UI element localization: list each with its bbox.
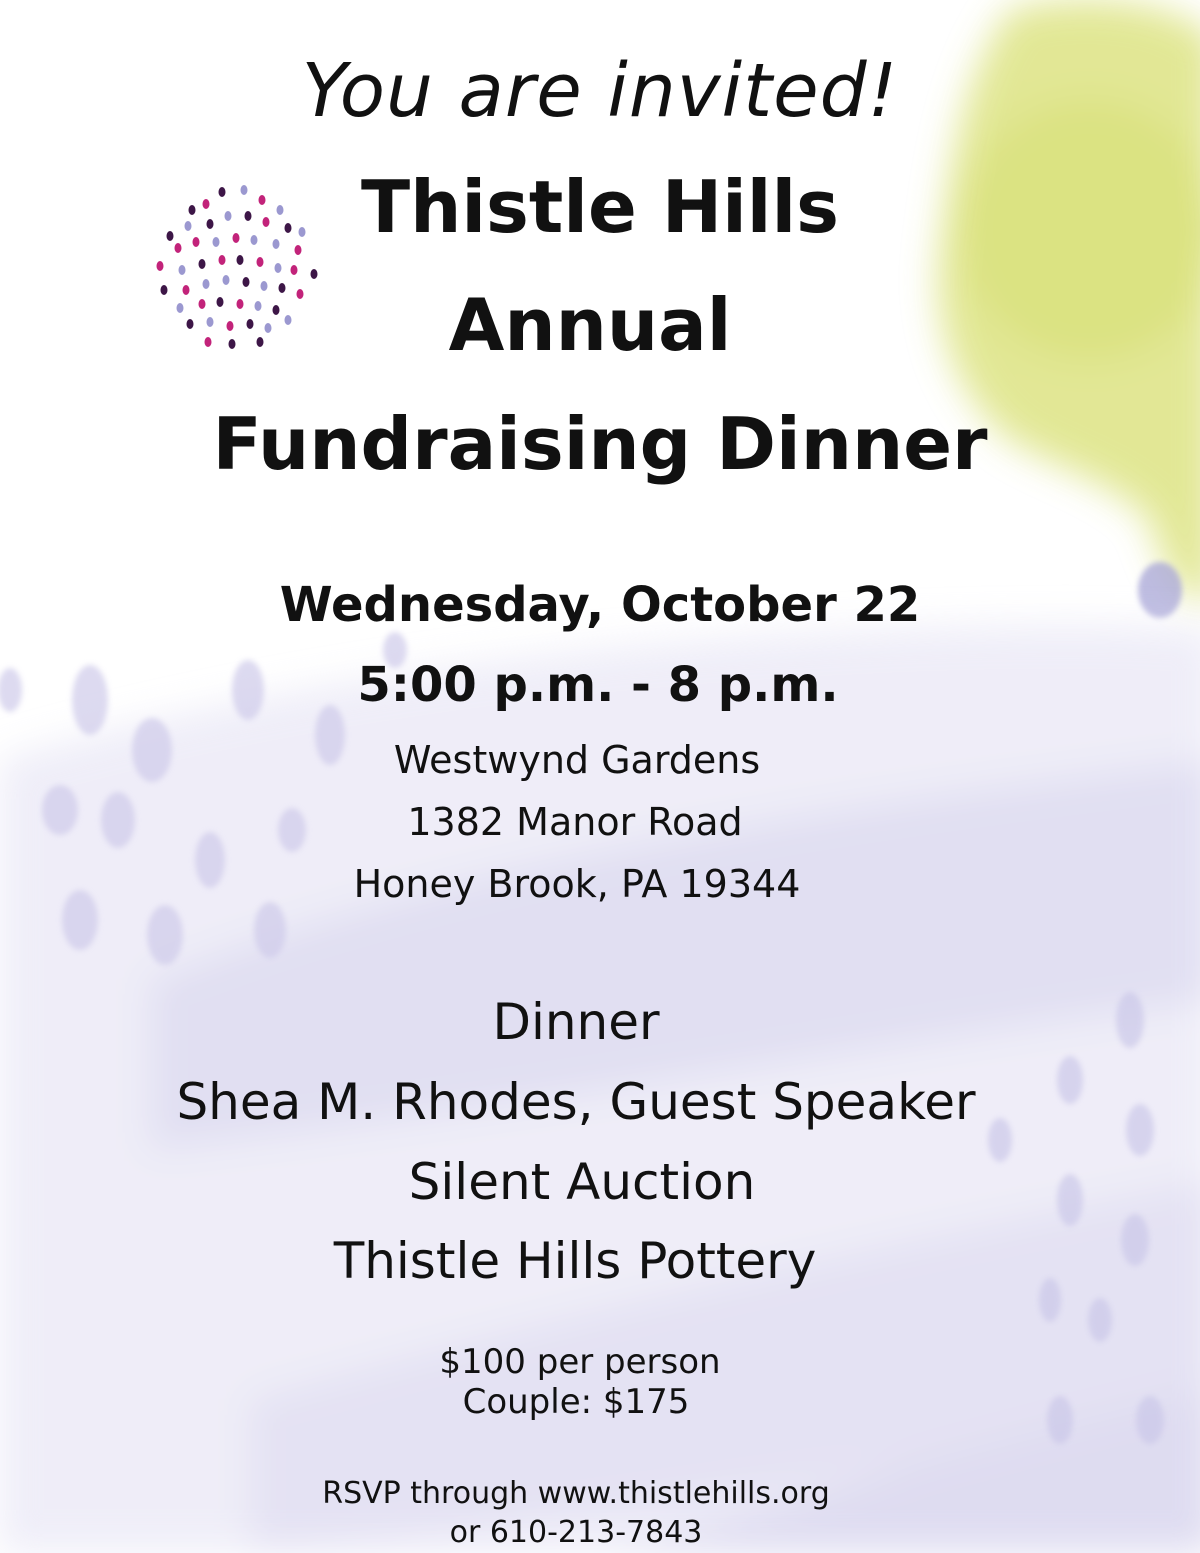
event-date: Wednesday, October 22 bbox=[279, 577, 921, 633]
title-line-3: Fundraising Dinner bbox=[212, 402, 988, 486]
venue-city: Honey Brook, PA 19344 bbox=[353, 862, 801, 906]
program-item-dinner: Dinner bbox=[492, 993, 660, 1051]
rsvp-phone[interactable]: or 610-213-7843 bbox=[449, 1515, 703, 1550]
program-item-speaker: Shea M. Rhodes, Guest Speaker bbox=[176, 1073, 976, 1131]
price-single: $100 per person bbox=[439, 1342, 721, 1382]
venue-name: Westwynd Gardens bbox=[393, 738, 761, 782]
venue-street: 1382 Manor Road bbox=[407, 800, 743, 844]
title-line-2: Annual bbox=[448, 283, 732, 367]
price-couple: Couple: $175 bbox=[462, 1382, 690, 1422]
program-item-auction: Silent Auction bbox=[408, 1153, 756, 1211]
program-item-pottery: Thistle Hills Pottery bbox=[333, 1232, 817, 1290]
event-time: 5:00 p.m. - 8 p.m. bbox=[357, 657, 839, 713]
title-line-1: Thistle Hills bbox=[360, 165, 840, 249]
rsvp-website[interactable]: RSVP through www.thistlehills.org bbox=[322, 1476, 830, 1511]
invitation-intro: You are invited! bbox=[301, 48, 899, 134]
